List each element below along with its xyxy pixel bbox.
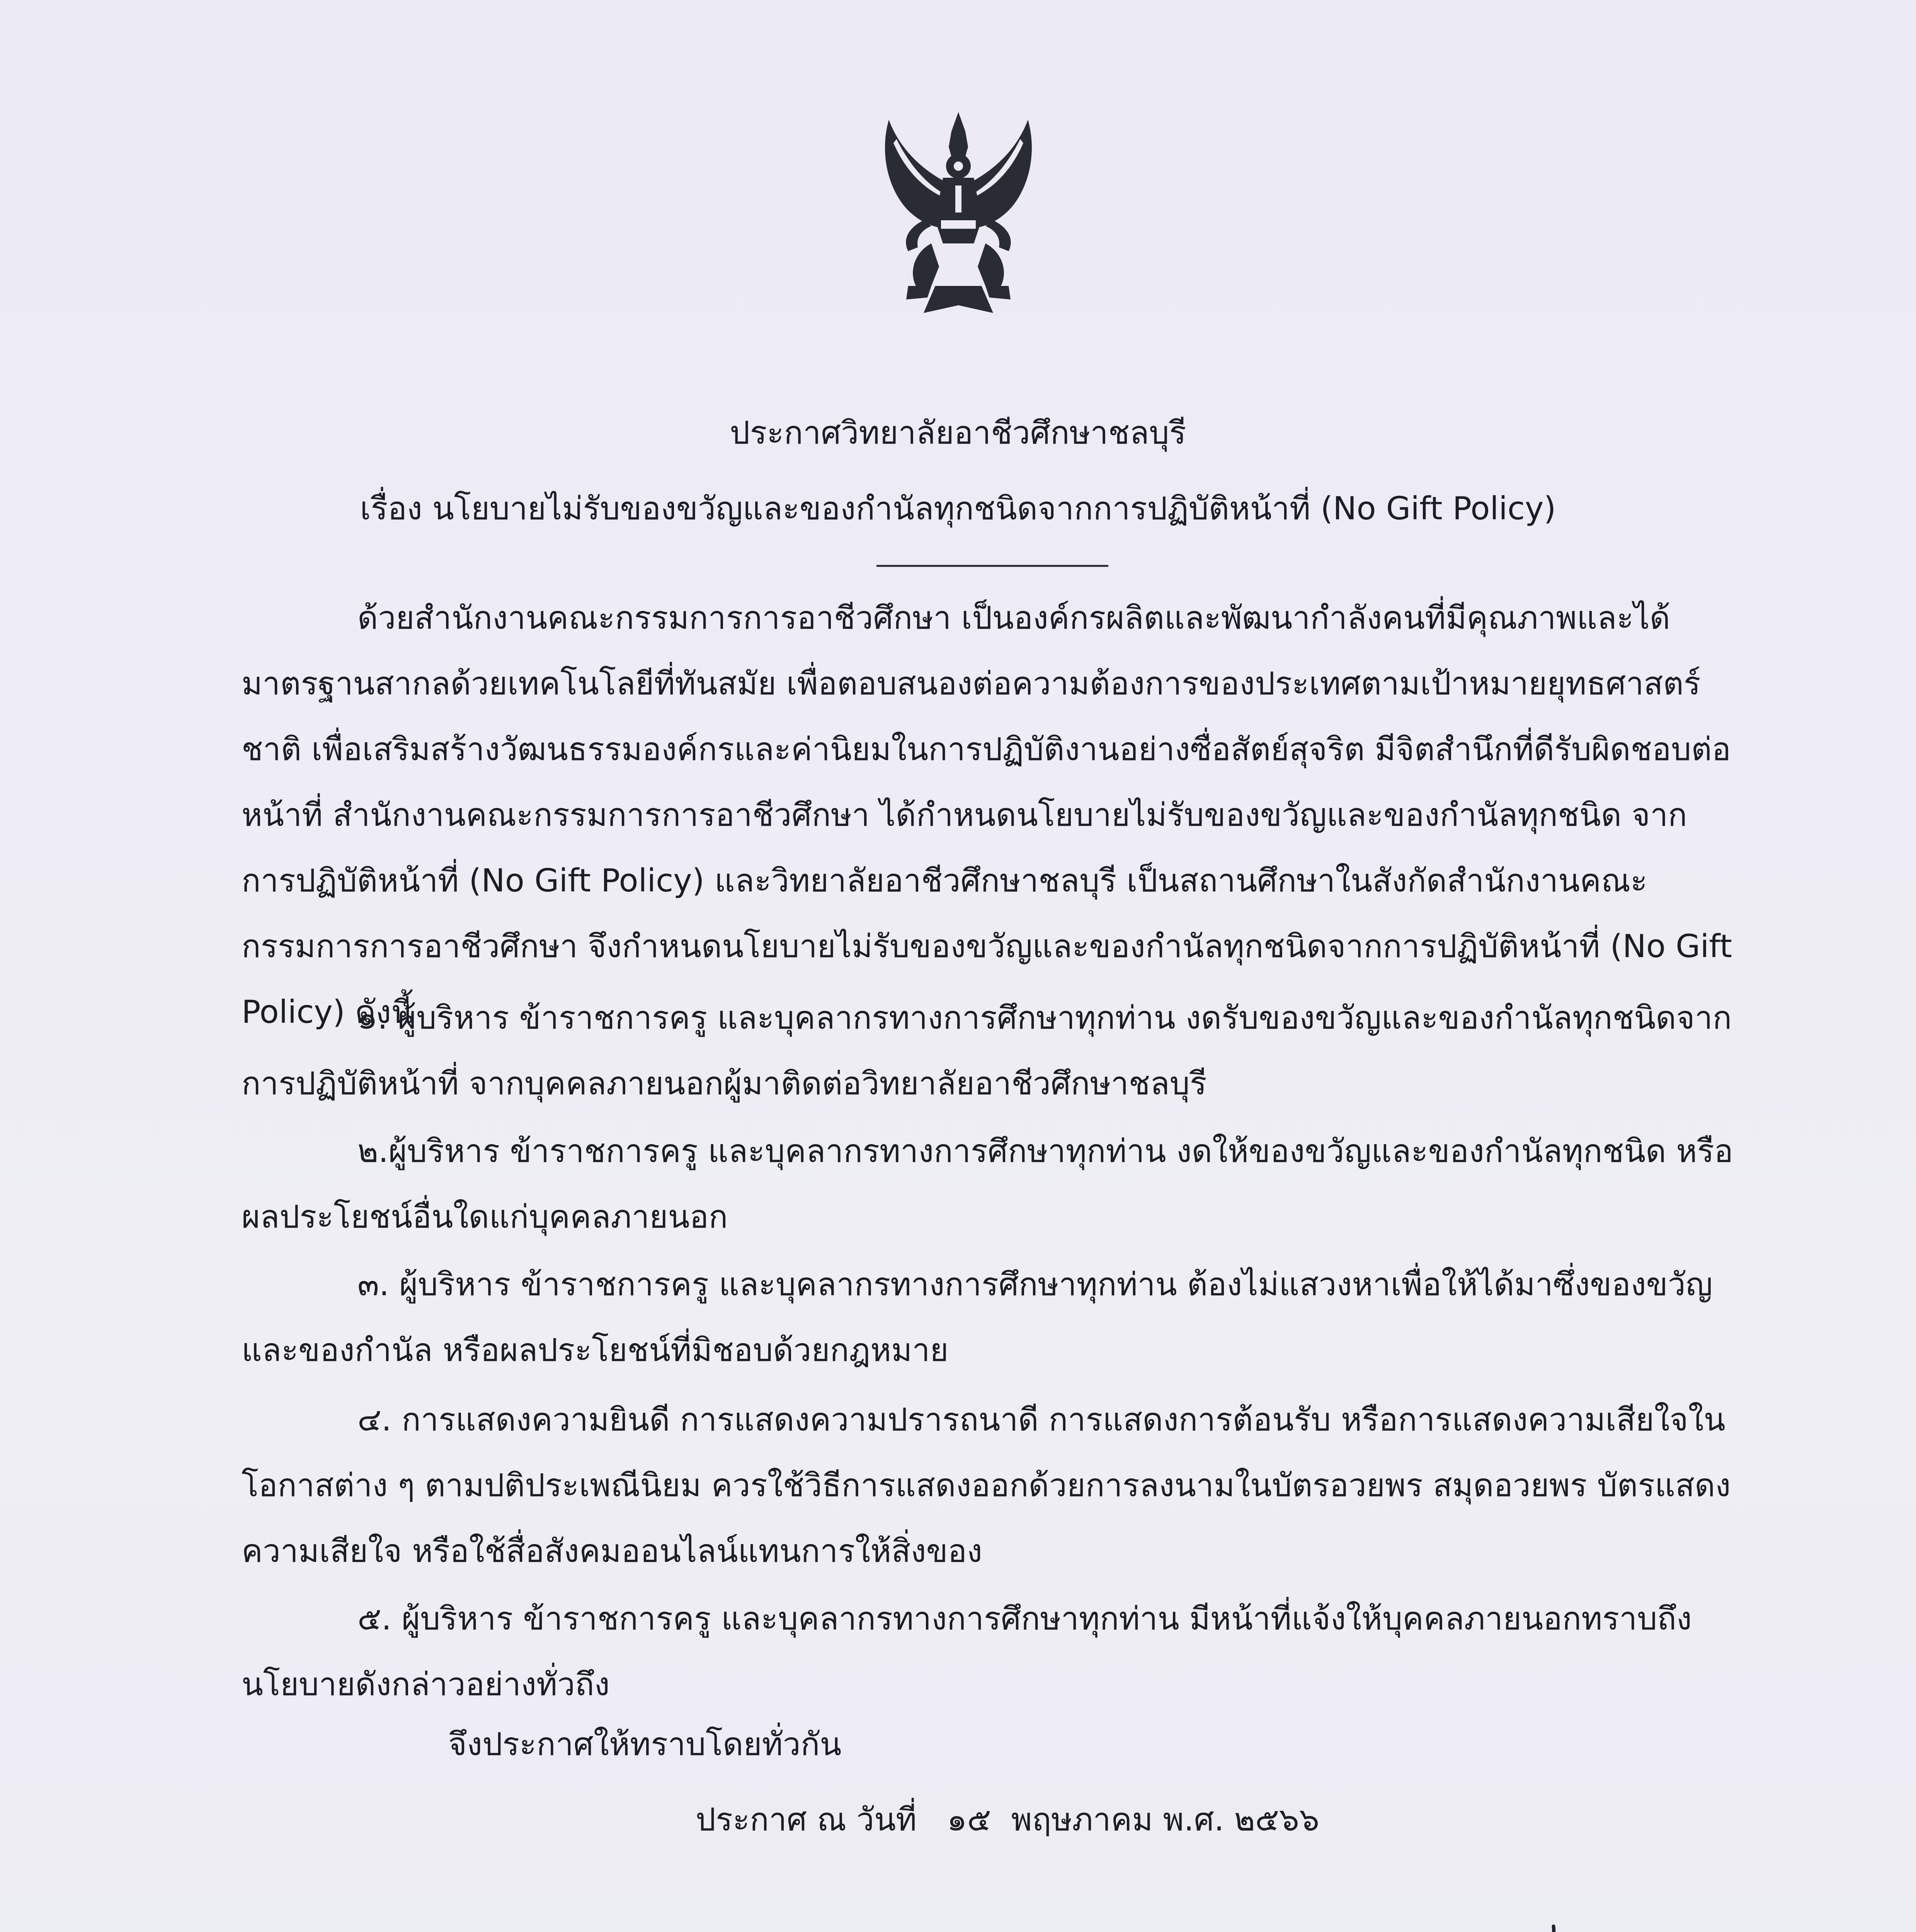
announcement-subject: เรื่อง นโยบายไม่รับของขวัญและของกำนัลทุกชนิดจากการปฏิบัติหน้าที่ (No Gift Policy) xyxy=(360,490,1556,527)
title-divider xyxy=(876,565,1108,567)
policy-item-4: ๔. การแสดงความยินดี การแสดงความปรารถนาดี การแสดงการต้อนรับ หรือการแสดงความเสียใจในโอกาสต่าง ๆ ตามปติประเพณีนิยม ควรใช้วิธีการแสดงออกด้วยการลงนามในบัตรอวยพร สมุดอวยพร บัตรแสดงความเสียใจ หรือใช้สื่อสังคมออนไลน์แทนการให้สิ่งของ xyxy=(242,1401,1731,1570)
announcement-title: ประกาศวิทยาลัยอาชีวศึกษาชลบุรี xyxy=(730,415,1186,451)
intro-paragraph: ด้วยสำนักงานคณะกรรมการการอาชีวศึกษา เป็นองค์กรผลิตและพัฒนากำลังคนที่มีคุณภาพและได้มาตรฐานสากลด้วยเทคโนโลยีที่ทันสมัย เพื่อตอบสนองต่อความต้องการของประเทศตามเป้าหมายยุทธศาสตร์ชาติ เพื่อเสริมสร้างวัฒนธรรมองค์กรและค่านิยมในการปฏิบัติงานอย่างซื่อสัตย์สุจริต มีจิตสำนึกที่ดีรับผิดชอบต่อหน้าที่ สำนักงานคณะกรรมการการอาชีวศึกษา ได้กำหนดนโยบายไม่รับของขวัญและของกำนัลทุกชนิด จากการปฏิบัติหน้าที่ (No Gift Policy) และวิทยาลัยอาชีวศึกษาชลบุรี เป็นสถานศึกษาในสังกัดสำนักงานคณะกรรมการการอาชีวศึกษา จึงกำหนดนโยบายไม่รับของขวัญและของกำนัลทุกชนิดจากการปฏิบัติหน้าที่ (No Gift Policy) ดังนี้ xyxy=(242,600,1732,1031)
handwritten-signature xyxy=(997,1922,1561,1932)
announcement-date: ประกาศ ณ วันที่ ๑๕ พฤษภาคม พ.ศ. ๒๕๖๖ xyxy=(696,1801,1320,1838)
garuda-emblem xyxy=(866,104,1051,328)
policy-item-2: ๒.ผู้บริหาร ข้าราชการครู และบุคลากรทางการศึกษาทุกท่าน งดให้ของขวัญและของกำนัลทุกชนิด หรือผลประโยชน์อื่นใดแก่บุคคลภายนอก xyxy=(242,1133,1733,1235)
policy-item-3: ๓. ผู้บริหาร ข้าราชการครู และบุคลากรทางการศึกษาทุกท่าน ต้องไม่แสวงหาเพื่อให้ได้มาซึ่งของขวัญ และของกำนัล หรือผลประโยชน์ที่มิชอบด้วยกฎหมาย xyxy=(242,1266,1713,1369)
policy-item-5: ๕. ผู้บริหาร ข้าราชการครู และบุคลากรทางการศึกษาทุกท่าน มีหน้าที่แจ้งให้บุคคลภายนอกทราบถึงนโยบายดังกล่าวอย่างทั่วถึง xyxy=(242,1600,1692,1703)
policy-item-1: ๑. ผู้บริหาร ข้าราชการครู และบุคลากรทางการศึกษาทุกท่าน งดรับของขวัญและของกำนัลทุกชนิดจากการปฏิบัติหน้าที่ จากบุคคลภายนอกผู้มาติดต่อวิทยาลัยอาชีวศึกษาชลบุรี xyxy=(242,1000,1732,1102)
closing-statement: จึงประกาศให้ทราบโดยทั่วกัน xyxy=(448,1726,842,1763)
